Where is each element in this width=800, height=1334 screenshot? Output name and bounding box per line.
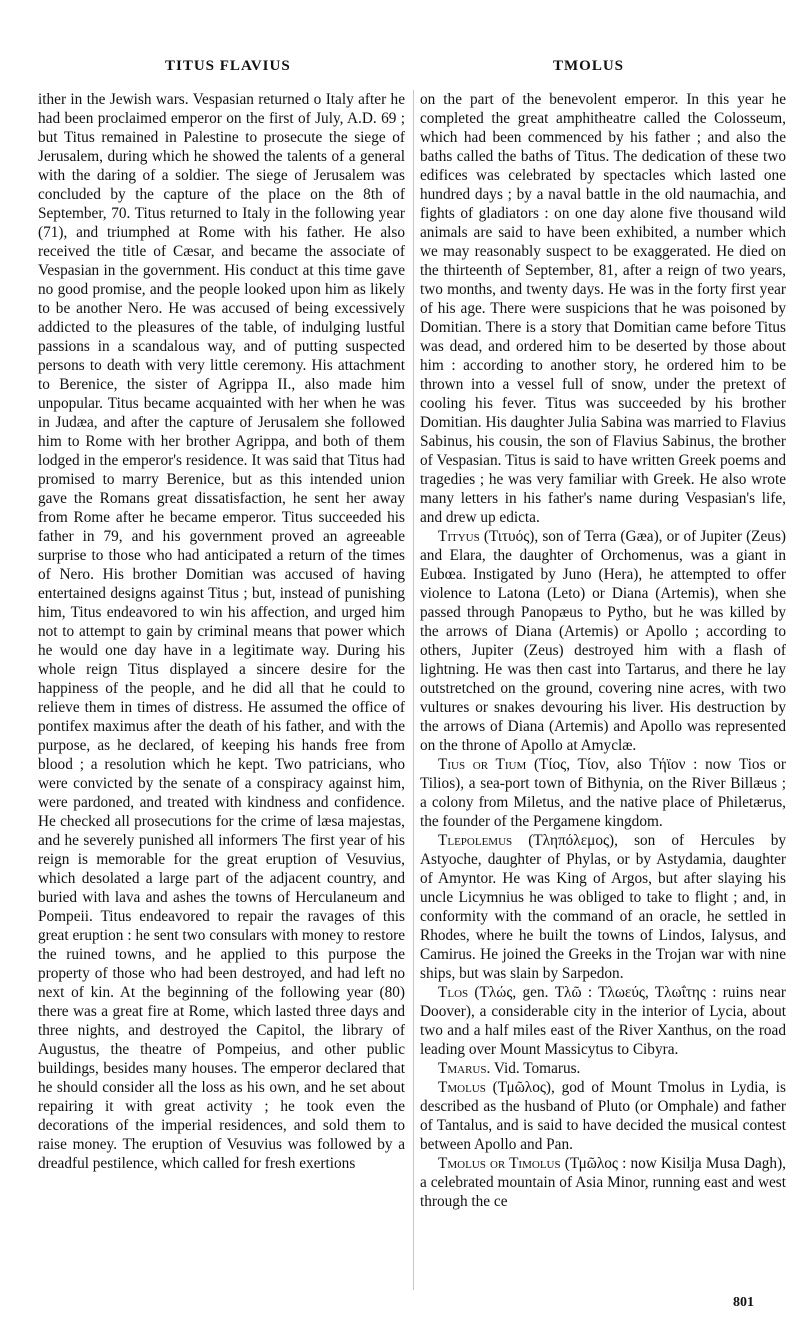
entry-tius [420, 755, 786, 831]
entry-tityus [420, 527, 786, 755]
column-divider [413, 90, 414, 1290]
entry-headword: Tityus [438, 528, 480, 545]
entry-text: (Τμῶλος), god of Mount Tmolus in Lydia, is described as the husband of Pluto (or Omphale) and father of Tantalus, and is said to have decided the musical contest between Apollo and Pan. [420, 1079, 786, 1153]
running-head-right: TMOLUS [553, 58, 625, 74]
entry-tlepolemus [420, 831, 786, 983]
entry-headword: Tius or Tium [438, 756, 527, 773]
entry-text: (Τληπόλεμος), son of Hercules by Astyoche, daughter of Phylas, or by Astydamia, daughter of Amyntor. He was King of Argos, but after slaying his uncle Licymnius he was obliged to take to flight ; and, in conformity with the command of an oracle, he settled in Rhodes, where he built the towns of Lindos, Ialysus, and Camirus. He joined the Greeks in the Trojan war with nine ships, but was slain by Sarpedon. [420, 832, 786, 982]
entry-headword: Tlos [438, 984, 469, 1001]
left-column-text: ither in the Jewish wars. Vespasian returned o Italy after he had been proclaimed emperor on the first of July, A.D. 69 ; but Titus remained in Palestine to prosecute the siege of Jerusalem, during which he showed the talents of a general with the daring of a soldier. The siege of Jerusalem was concluded by the capture of the place on the 8th of September, 70. Titus returned to Italy in the following year (71), and triumphed at Rome with his father. He also received the title of Cæsar, and became the associate of Vespasian in the government. His conduct at this time gave no good promise, and the people looked upon him as likely to be another Nero. He was accused of being excessively addicted to the pleasures of the table, of indulging lustful passions in a scandalous way, and of putting suspected persons to death with very little ceremony. His attachment to Berenice, the sister of Agrippa II., also made him unpopular. Titus became acquainted with her when he was in Judæa, and after the capture of Jerusalem she followed him to Rome with her brother Agrippa, and both of them lodged in the emperor's residence. It was said that Titus had promised to marry Berenice, but as this intended union gave the Romans great dissatisfaction, he sent her away from Rome after he became emperor. Titus succeeded his father in 79, and his government proved an agreeable surprise to those who had anticipated a return of the times of Nero. His brother Domitian was accused of having entertained designs against Titus ; but, instead of punishing him, Titus endeavored to win his affection, and urged him not to attempt to gain by criminal means that power which he would one day have in a legitimate way. During his whole reign Titus displayed a sincere desire for the happiness of the people, and he did all that he could to relieve them in times of distress. He assumed the office of pontifex maximus after the death of his father, and with the purpose, as he declared, of keeping his hands free from blood ; a resolution which he kept. Two patricians, who were convicted by the senate of a conspiracy against him, were pardoned, and treated with kindness and confidence. He checked all prosecutions for the crime of læsa majestas, and he severely punished all informers The first year of his reign is memorable for the great eruption of Vesuvius, which desolated a large part of the adjacent country, and buried with lava and ashes the towns of Herculaneum and Pompeii. Titus endeavored to repair the ravages of this great eruption : he sent two consulars with money to restore the ruined towns, and he applied to this purpose the property of those who had been destroyed, and had left no next of kin. At the beginning of the following year (80) there was a great fire at Rome, which lasted three days and three nights, and destroyed the Capitol, the library of Augustus, the theatre of Pompeius, and other public buildings, besides many houses. The emperor declared that he should consider all the loss as his own, and he set about repairing it with great activity ; he took even the decorations of the imperial residences, and sold them to raise money. The eruption of Vesuvius was followed by a dreadful pestilence, which called for fresh exertions [38, 91, 405, 1172]
running-head-left: TITUS FLAVIUS [165, 58, 291, 74]
left-column [38, 90, 405, 1173]
continued-entry-text: on the part of the benevolent emperor. In this year he completed the great amphitheatre called the Colosseum, which had been commenced by his father ; and also the baths called the baths of Titus. The dedication of these two edifices was celebrated by spectacles which lasted one hundred days ; by a naval battle in the old naumachia, and fights of gladiators : on one day alone five thousand wild animals are said to have been exhibited, a number which we may reasonably suspect to be exaggerated. He died on the thirteenth of September, 81, after a reign of two years, two months, and twenty days. He was in the forty first year of his age. There were suspicions that he was poisoned by Domitian. There is a story that Domitian came before Titus was dead, and ordered him to be deserted by those about him : according to another story, he ordered him to be thrown into a vessel full of snow, under the pretext of cooling his fever. Titus was succeeded by his brother Domitian. His daughter Julia Sabina was married to Flavius Sabinus, his cousin, the son of Flavius Sabinus, the brother of Vespasian. Titus is said to have written Greek poems and tragedies ; he was very familiar with Greek. He also wrote many letters in his father's name during Vespasian's life, and drew up edicta. [420, 91, 786, 526]
entry-headword: Tmolus [438, 1079, 486, 1096]
entry-headword: Tmarus. [438, 1060, 491, 1077]
entry-tmolus-mountain [420, 1154, 786, 1211]
page-number: 801 [733, 1295, 754, 1310]
entry-tlos [420, 983, 786, 1059]
entry-headword: Tlepolemus [438, 832, 513, 849]
entry-text: (Τλώς, gen. Τλῶ : Τλωεύς, Τλωΐτης : ruins near Doover), a considerable city in the interior of Lycia, about two and a half miles east of the River Xanthus, on the road leading over Mount Massicytus to Cibyra. [420, 984, 786, 1058]
entry-headword: Tmolus or Timolus [438, 1155, 561, 1172]
entry-tmolus-god [420, 1078, 786, 1154]
entry-text: (Τμῶλος : now Kisilja Musa Dagh), a celebrated mountain of Asia Minor, running east and west through the ce [420, 1155, 787, 1210]
running-head [0, 58, 800, 82]
entry-text: (Τιτυός), son of Terra (Gæa), or of Jupiter (Zeus) and Elara, the daughter of Orchomenus, was a giant in Eubœa. Instigated by Juno (Hera), he attempted to offer violence to Latona (Leto) or Diana (Artemis), when she passed through Panopæus to Pytho, but he was killed by the arrows of Diana (Artemis) or Apollo ; according to others, Jupiter (Zeus) destroyed him with a flash of lightning. He was then cast into Tartarus, and there he lay outstretched on the ground, covering nine acres, with two vultures or snakes devouring his liver. His destruction by the arrows of Diana (Artemis) and Apollo was represented on the throne of Apollo at Amyclæ. [420, 528, 786, 754]
right-column [420, 90, 786, 1211]
entry-tmarus [420, 1059, 786, 1078]
entry-text: (Τίος, Τίον, also Τήϊον : now Tios or Tilios), a sea-port town of Bithynia, on the River Billæus ; a colony from Miletus, and the native place of Philetærus, the founder of the Pergamene kingdom. [420, 756, 786, 830]
entry-text: Vid. Tomarus. [490, 1060, 581, 1077]
